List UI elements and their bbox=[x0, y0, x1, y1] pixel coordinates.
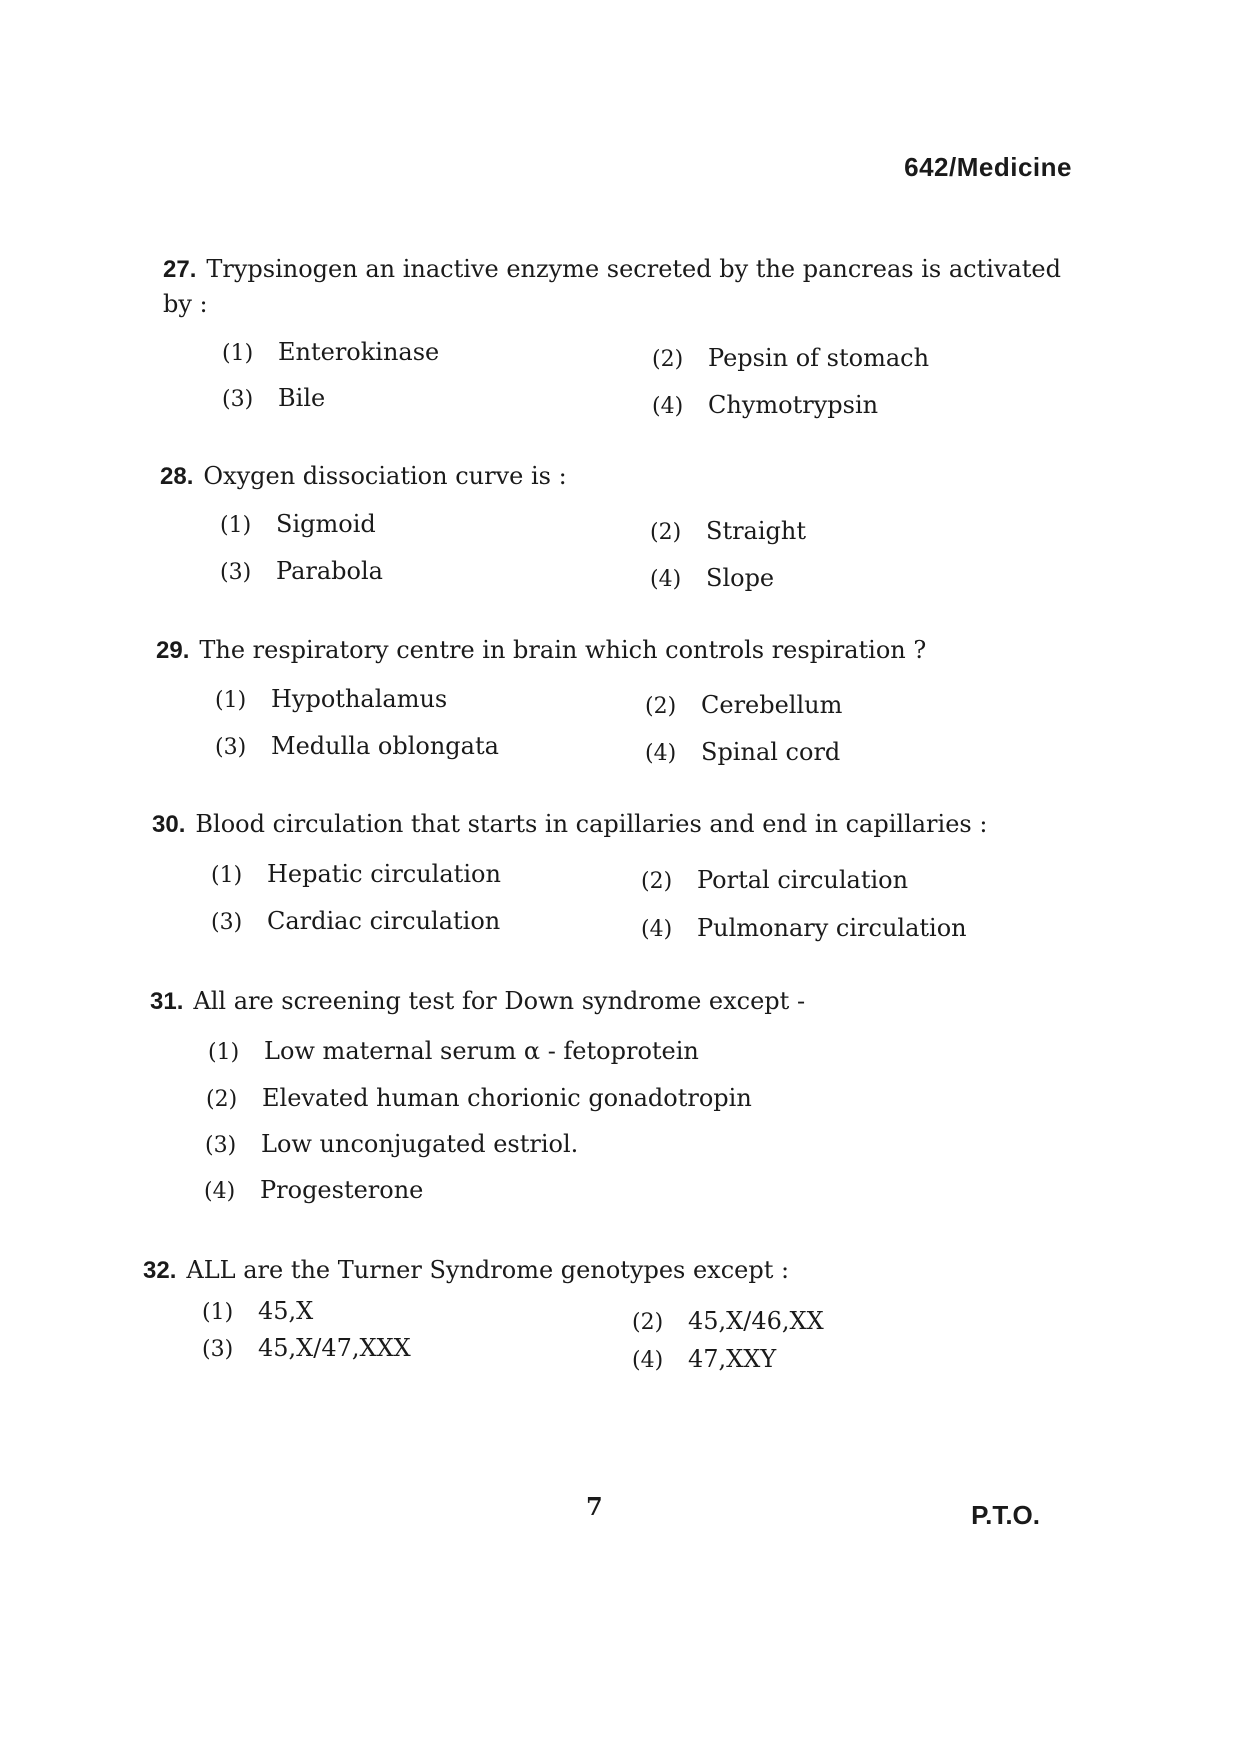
question-text: Blood circulation that starts in capillaries and end in capillaries : bbox=[195, 810, 988, 838]
option-2 bbox=[652, 343, 929, 375]
option-4 bbox=[645, 737, 840, 769]
option-text: Elevated human chorionic gonadotropin bbox=[262, 1084, 752, 1112]
option-2 bbox=[632, 1306, 824, 1338]
question-number: 29. bbox=[156, 637, 190, 664]
option-4 bbox=[641, 913, 967, 945]
option-3 bbox=[202, 1333, 411, 1365]
question-text: The respiratory centre in brain which controls respiration ? bbox=[199, 636, 927, 664]
option-2 bbox=[645, 690, 842, 722]
option-number: (3) bbox=[205, 1133, 237, 1158]
option-2 bbox=[206, 1083, 752, 1115]
paper-code: 642/Medicine bbox=[904, 152, 1072, 182]
option-text: Low unconjugated estriol. bbox=[261, 1130, 579, 1158]
option-text: Bile bbox=[278, 384, 326, 412]
option-text: Sigmoid bbox=[276, 510, 376, 538]
question-stem bbox=[156, 633, 1076, 668]
option-3 bbox=[215, 731, 499, 763]
option-text: 45,X bbox=[258, 1297, 314, 1325]
option-number: (4) bbox=[632, 1348, 664, 1373]
option-text: Parabola bbox=[276, 557, 383, 585]
option-4 bbox=[650, 563, 774, 595]
option-text: Cerebellum bbox=[701, 691, 843, 719]
option-number: (2) bbox=[650, 520, 682, 545]
question-number: 30. bbox=[152, 811, 186, 838]
option-text: Straight bbox=[706, 517, 807, 545]
option-number: (3) bbox=[222, 387, 254, 412]
option-4 bbox=[632, 1344, 776, 1376]
option-text: 45,X/46,XX bbox=[688, 1307, 824, 1335]
question-number: 31. bbox=[150, 988, 184, 1015]
option-number: (1) bbox=[211, 863, 243, 888]
option-text: Pepsin of stomach bbox=[708, 344, 930, 372]
option-number: (4) bbox=[641, 917, 673, 942]
option-3 bbox=[205, 1129, 578, 1161]
option-number: (3) bbox=[220, 560, 252, 585]
option-number: (2) bbox=[206, 1087, 238, 1112]
option-number: (4) bbox=[645, 741, 677, 766]
option-number: (1) bbox=[208, 1040, 240, 1065]
option-1 bbox=[208, 1036, 699, 1068]
option-3 bbox=[222, 383, 325, 415]
question-text: Trypsinogen an inactive enzyme secreted by the pancreas is activated by : bbox=[163, 255, 1061, 318]
option-2 bbox=[641, 865, 908, 897]
page-number: 7 bbox=[586, 1492, 603, 1521]
option-text: Hepatic circulation bbox=[267, 860, 501, 888]
option-number: (4) bbox=[652, 394, 684, 419]
pto-label: P.T.O. bbox=[971, 1500, 1040, 1530]
option-number: (2) bbox=[652, 347, 684, 372]
question-stem bbox=[163, 252, 1083, 321]
option-text: Cardiac circulation bbox=[267, 907, 501, 935]
option-3 bbox=[211, 906, 500, 938]
option-number: (2) bbox=[632, 1310, 664, 1335]
option-1 bbox=[222, 337, 439, 369]
question-stem bbox=[143, 1253, 1063, 1288]
question-text: All are screening test for Down syndrome except - bbox=[193, 987, 806, 1015]
question-stem bbox=[152, 807, 1112, 842]
question-stem bbox=[160, 459, 1080, 494]
option-text: 45,X/47,XXX bbox=[258, 1334, 411, 1362]
option-number: (1) bbox=[202, 1300, 234, 1325]
option-text: Chymotrypsin bbox=[708, 391, 879, 419]
option-text: Progesterone bbox=[260, 1176, 424, 1204]
question-stem bbox=[150, 984, 1070, 1019]
option-text: Portal circulation bbox=[697, 866, 909, 894]
option-number: (3) bbox=[202, 1337, 234, 1362]
question-number: 32. bbox=[143, 1257, 177, 1284]
option-text: 47,XXY bbox=[688, 1345, 777, 1373]
option-number: (4) bbox=[650, 567, 682, 592]
option-1 bbox=[211, 859, 501, 891]
option-text: Low maternal serum α - fetoprotein bbox=[264, 1037, 699, 1065]
option-3 bbox=[220, 556, 383, 588]
option-number: (3) bbox=[215, 735, 247, 760]
option-number: (4) bbox=[204, 1179, 236, 1204]
option-text: Enterokinase bbox=[278, 338, 440, 366]
option-text: Pulmonary circulation bbox=[697, 914, 967, 942]
question-text: Oxygen dissociation curve is : bbox=[203, 462, 567, 490]
option-4 bbox=[204, 1175, 423, 1207]
option-number: (2) bbox=[645, 694, 677, 719]
option-2 bbox=[650, 516, 806, 548]
option-4 bbox=[652, 390, 878, 422]
option-number: (2) bbox=[641, 869, 673, 894]
option-number: (3) bbox=[211, 910, 243, 935]
option-1 bbox=[215, 684, 447, 716]
question-text: ALL are the Turner Syndrome genotypes except : bbox=[186, 1256, 790, 1284]
option-text: Spinal cord bbox=[701, 738, 841, 766]
option-number: (1) bbox=[220, 513, 252, 538]
option-text: Hypothalamus bbox=[271, 685, 448, 713]
option-number: (1) bbox=[215, 688, 247, 713]
option-text: Medulla oblongata bbox=[271, 732, 499, 760]
option-text: Slope bbox=[706, 564, 775, 592]
option-1 bbox=[202, 1296, 313, 1328]
option-number: (1) bbox=[222, 341, 254, 366]
option-1 bbox=[220, 509, 376, 541]
question-number: 27. bbox=[163, 256, 197, 283]
question-number: 28. bbox=[160, 463, 194, 490]
